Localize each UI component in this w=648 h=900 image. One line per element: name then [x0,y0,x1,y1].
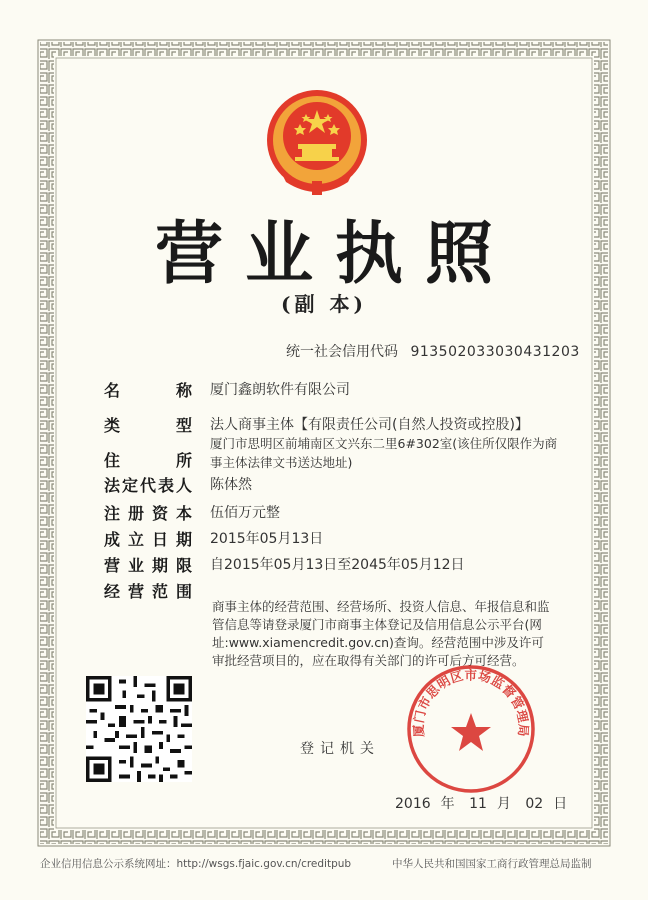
field-value-capital: 伍佰万元整 [210,505,280,521]
credit-code-label: 统一社会信用代码 [286,344,398,360]
credit-code [286,341,580,361]
license-subtitle: (副 本) [281,292,367,316]
field-label-address: 住 所 [104,451,192,470]
field-value-type: 法人商事主体【有限责任公司(自然人投资或控股)】 [210,417,529,433]
field-value-name: 厦门鑫朗软件有限公司 [210,382,350,398]
issue-date-day: 02 [525,796,544,812]
issue-date [395,793,577,813]
field-value-address: 厦门市思明区前埔南区文兴东二里6#302室(该住所仅限作为商事主体法律文书送达地址) [210,436,558,470]
footer-supervisor: 中华人民共和国国家工商行政管理总局监制 [392,858,592,870]
field-value-established: 2015年05月13日 [210,531,324,547]
issue-date-month: 11 [469,796,487,812]
field-label-type: 类 型 [104,416,192,435]
field-value-term: 自2015年05月13日至2045年05月12日 [210,557,465,573]
national-emblem-icon [262,86,372,198]
issue-date-month-unit: 月 [496,796,511,812]
issue-date-year: 2016 [395,796,431,812]
issue-date-day-unit: 日 [553,796,568,812]
field-label-term: 营 业 期 限 [104,556,192,575]
field-label-name: 名 称 [104,381,192,400]
field-label-capital: 注 册 资 本 [104,504,192,523]
registration-authority-label: 登记机关 [300,741,380,757]
business-scope-text: 商事主体的经营范围、经营场所、投资人信息、年报信息和监管信息等请登录厦门市商事主体登记及信用信息公示平台(网址:www.xiamencredit.gov.cn)查询。经营范围中涉及许可审批经营项目的，应在取得有关部门的许可后方可经营。 [212,599,550,668]
field-value-legal-rep: 陈体然 [210,477,252,493]
credit-code-value: 913502033030431203 [410,344,580,360]
field-label-scope: 经 营 范 围 [104,582,192,601]
official-seal [405,663,537,795]
issue-date-year-unit: 年 [440,796,455,812]
license-title: 营业执照 [154,214,515,294]
footer-website: 企业信用信息公示系统网址：http://wsgs.fjaic.gov.cn/creditpub [40,858,352,870]
svg-text:厦门市思明区市场监督管理局: 厦门市思明区市场监督管理局 [410,667,532,738]
field-label-established: 成 立 日 期 [104,530,192,549]
field-label-legal-rep: 法 定 代 表 人 [104,476,192,495]
qr-code [86,676,192,782]
